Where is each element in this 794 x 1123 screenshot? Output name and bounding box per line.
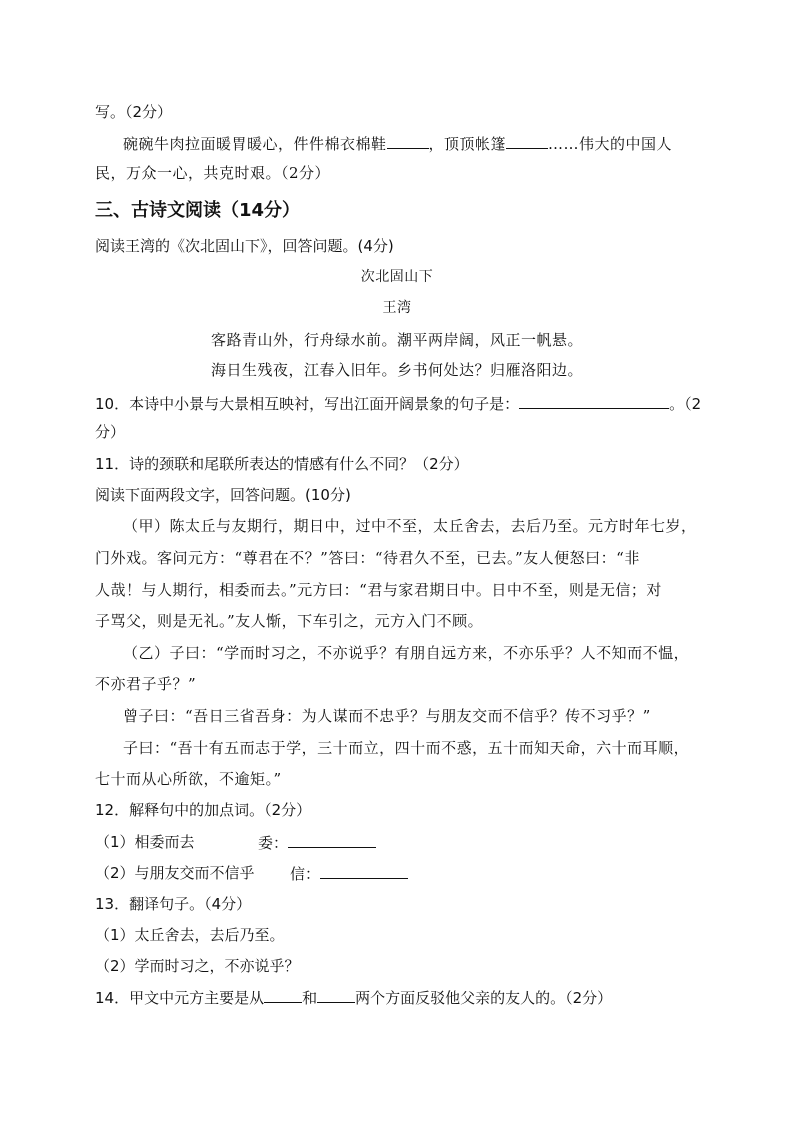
passage-yi-line-1: （乙）子曰：“学而时习之，不亦说乎？有朋自远方来，不亦乐乎？人不知而不愠，: [123, 644, 690, 662]
question-13: 13．翻译句子。（4分）: [95, 895, 252, 913]
question-12-item-2: [95, 863, 255, 883]
passage-jia-line-3: 人哉！与人期行，相委而去。”元方曰：“君与家君期日中。日中不至，则是无信；对: [95, 581, 662, 599]
poem-instruction: 阅读王湾的《次北固山下》，回答问题。(4分): [95, 237, 394, 255]
passage-yi-line-2: 不亦君子乎？”: [95, 675, 197, 693]
question-14-text-2: 和: [302, 989, 318, 1007]
answer-blank-1[interactable]: [387, 133, 429, 149]
answer-blank-q12-1[interactable]: [288, 832, 376, 848]
answer-blank-q12-2[interactable]: [320, 863, 408, 879]
passage-yi-line-4: 子曰：“吾十有五而志于学，三十而立，四十而不惑，五十而知天命，六十而耳顺，: [123, 739, 690, 757]
question-13-item-2: （2）学而时习之，不亦说乎？: [95, 957, 300, 975]
question-tail-line: 写。（2分）: [95, 103, 173, 121]
question-10-score: 。（2: [669, 395, 702, 413]
fill-blank-line-cont: 民，万众一心，共克时艰。（2分）: [95, 164, 331, 182]
fill-text-part3: ……伟大的中国人: [548, 135, 673, 153]
passage-jia-line-1: （甲）陈太丘与友期行，期日中，过中不至，太丘舍去，去后乃至。元方时年七岁，: [123, 517, 697, 535]
question-12-item-1-label: 委：: [258, 834, 289, 852]
question-12-item-1-text: （1）相委而去: [95, 833, 195, 851]
question-12-item-2-text: （2）与朋友交而不信乎: [95, 864, 255, 882]
passage-yi-line-5: 七十而从心所欲，不逾矩。”: [95, 770, 282, 788]
fill-blank-line: [123, 133, 672, 154]
question-14-text-3: 两个方面反驳他父亲的友人的。（2分）: [355, 989, 613, 1007]
passage-instruction: 阅读下面两段文字，回答问题。(10分): [95, 486, 351, 504]
question-12-item-1-answer: [258, 832, 376, 853]
question-10: [95, 393, 701, 414]
question-10-score-cont: 分）: [95, 423, 126, 441]
poem-title: 次北固山下: [360, 269, 434, 285]
question-12: 12．解释句中的加点词。（2分）: [95, 801, 312, 819]
question-12-item-2-label: 信：: [290, 865, 321, 883]
poem-line-2: 海日生残夜，江春入旧年。乡书何处达？归雁洛阳边。: [210, 361, 583, 379]
passage-yi-line-3: 曾子曰：“吾日三省吾身：为人谋而不忠乎？与朋友交而不信乎？传不习乎？”: [123, 707, 651, 725]
poem-author: 王湾: [382, 300, 412, 316]
answer-blank-q10[interactable]: [519, 393, 669, 409]
section-title: 三、古诗文阅读（14分）: [95, 200, 301, 221]
question-14-text-1: 14．甲文中元方主要是从: [95, 989, 265, 1007]
poem-line-1: 客路青山外，行舟绿水前。潮平两岸阔，风正一帆悬。: [210, 331, 583, 349]
question-13-item-1: （1）太丘舍去，去后乃至。: [95, 926, 285, 944]
answer-blank-q14-2[interactable]: [317, 987, 355, 1003]
passage-jia-line-4: 子骂父，则是无礼。”友人惭，下车引之，元方入门不顾。: [95, 612, 484, 630]
question-11: 11．诗的颈联和尾联所表达的情感有什么不同？（2分）: [95, 455, 469, 473]
answer-blank-2[interactable]: [506, 133, 548, 149]
fill-text-part2: ，顶顶帐篷: [428, 135, 507, 153]
passage-jia-line-2: 门外戏。客问元方：“尊君在不？”答曰：“待君久不至，已去。”友人便怒曰：“非: [95, 549, 640, 567]
fill-text-part1: 碗碗牛肉拉面暖胃暖心，件件棉衣棉鞋: [123, 135, 387, 153]
question-12-item-2-answer: [290, 863, 408, 884]
question-14: [95, 987, 612, 1008]
answer-blank-q14-1[interactable]: [264, 987, 302, 1003]
question-12-item-1: [95, 832, 195, 852]
question-10-text: 10．本诗中小景与大景相互映衬，写出江面开阔景象的句子是：: [95, 395, 520, 413]
